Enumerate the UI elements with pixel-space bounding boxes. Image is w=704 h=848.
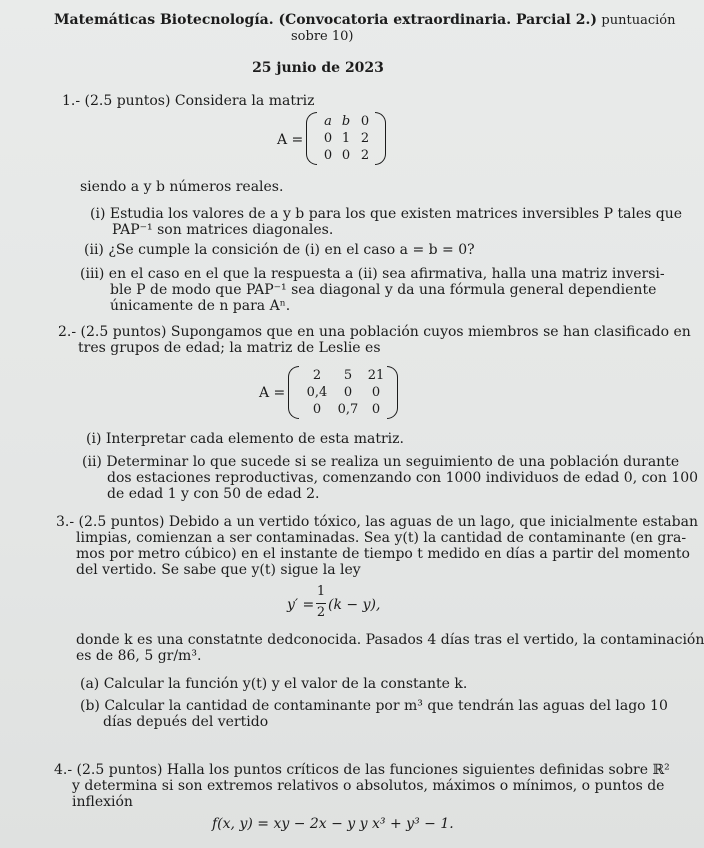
q2-matrix bbox=[288, 366, 398, 420]
title-note-2: sobre 10) bbox=[291, 29, 354, 44]
q1-matrix-lhs: A = bbox=[277, 132, 304, 148]
matrix-cell: 2 bbox=[312, 368, 322, 383]
matrix-cell: 0,4 bbox=[306, 385, 328, 400]
q2-part-ii-line3: de edad 1 y con 50 de edad 2. bbox=[107, 486, 320, 502]
matrix-cell: 2 bbox=[360, 131, 370, 146]
q3-line4: del vertido. Se sabe que y(t) sigue la ley bbox=[76, 562, 361, 578]
matrix-cell: 0 bbox=[343, 385, 353, 400]
q3-part-b-line1: (b) Calcular la cantidad de contaminante por m³ que tendrán las aguas del lago 10 bbox=[80, 698, 668, 714]
q1-part-iii-line3: únicamente de n para Aⁿ. bbox=[110, 298, 291, 314]
exam-date: 25 junio de 2023 bbox=[252, 60, 384, 76]
matrix-cell: 21 bbox=[367, 368, 385, 383]
matrix-cell: 0,7 bbox=[337, 402, 359, 417]
matrix-cell: b bbox=[341, 114, 351, 129]
matrix-right-paren bbox=[375, 112, 386, 165]
q3-fraction-denominator: 2 bbox=[316, 605, 326, 620]
q3-part-b-line2: días depués del vertido bbox=[103, 714, 269, 730]
title-main: Matemáticas Biotecnología. (Convocatoria extraordinaria. Parcial 2.) bbox=[54, 12, 597, 28]
matrix-left-paren bbox=[306, 112, 317, 165]
q1-lead: 1.- (2.5 puntos) Considera la matriz bbox=[62, 93, 315, 109]
matrix-cell: 0 bbox=[323, 148, 333, 163]
q3-equation-rhs: (k − y), bbox=[328, 597, 381, 613]
exam-title bbox=[54, 12, 675, 29]
q2-part-i: (i) Interpretar cada elemento de esta matriz. bbox=[86, 431, 404, 447]
matrix-cell: 0 bbox=[371, 402, 381, 417]
q1-part-iii-line2: ble P de modo que PAP⁻¹ sea diagonal y da una fórmula general dependiente bbox=[110, 282, 657, 298]
q3-equation-lhs: y′ = bbox=[287, 597, 315, 613]
q2-line1: 2.- (2.5 puntos) Supongamos que en una población cuyos miembros se han clasificado en bbox=[58, 324, 691, 340]
matrix-cell: a bbox=[324, 114, 332, 129]
title-note: puntuación bbox=[601, 13, 676, 28]
q1-matrix bbox=[306, 112, 386, 166]
q1-part-ii: (ii) ¿Se cumple la consición de (i) en el caso a = b = 0? bbox=[84, 242, 475, 258]
matrix-cell: 2 bbox=[360, 148, 370, 163]
q3-line1: 3.- (2.5 puntos) Debido a un vertido tóxico, las aguas de un lago, que inicialmente estaban bbox=[56, 514, 698, 530]
q4-line3: inflexión bbox=[72, 794, 133, 810]
q1-part-iii-line1: (iii) en el caso en el que la respuesta a (ii) sea afirmativa, halla una matriz inversi- bbox=[80, 266, 665, 282]
q2-part-ii-line1: (ii) Determinar lo que sucede si se realiza un seguimiento de una población durante bbox=[82, 454, 680, 470]
q1-part-i-line1: (i) Estudia los valores de a y b para los que existen matrices inversibles P tales que bbox=[90, 206, 683, 222]
q4-line2: y determina si son extremos relativos o absolutos, máximos o mínimos, o puntos de bbox=[72, 778, 665, 794]
matrix-right-paren bbox=[387, 366, 398, 419]
q3-fraction-numerator: 1 bbox=[316, 584, 326, 599]
q2-matrix-lhs: A = bbox=[259, 385, 286, 401]
q4-formula: f(x, y) = xy − 2x − y y x³ + y³ − 1. bbox=[212, 816, 454, 832]
q3-fraction-bar bbox=[316, 603, 326, 604]
matrix-cell: 1 bbox=[341, 131, 351, 146]
q2-line2: tres grupos de edad; la matriz de Leslie es bbox=[78, 340, 381, 356]
q4-line1: 4.- (2.5 puntos) Halla los puntos críticos de las funciones siguientes definidas sobre ℝ² bbox=[54, 762, 670, 778]
matrix-cell: 0 bbox=[323, 131, 333, 146]
matrix-cell: 0 bbox=[312, 402, 322, 417]
q3-line3: mos por metro cúbico) en el instante de tiempo t medido en días a partir del momento bbox=[76, 546, 690, 562]
q1-part-i-line2: PAP⁻¹ son matrices diagonales. bbox=[112, 222, 334, 238]
q3-after-line2: es de 86, 5 gr/m³. bbox=[76, 648, 202, 664]
q3-after-line1: donde k es una constatnte dedconocida. Pasados 4 días tras el vertido, la contaminación bbox=[76, 632, 704, 648]
matrix-cell: 0 bbox=[371, 385, 381, 400]
q2-part-ii-line2: dos estaciones reproductivas, comenzando con 1000 individuos de edad 0, con 100 bbox=[107, 470, 699, 486]
matrix-left-paren bbox=[288, 366, 299, 419]
matrix-cell: 0 bbox=[341, 148, 351, 163]
q3-part-a: (a) Calcular la función y(t) y el valor de la constante k. bbox=[80, 676, 468, 692]
matrix-cell: 5 bbox=[343, 368, 353, 383]
q3-line2: limpias, comienzan a ser contaminadas. Sea y(t) la cantidad de contaminante (en gra- bbox=[76, 530, 687, 546]
matrix-cell: 0 bbox=[360, 114, 370, 129]
q1-after: siendo a y b números reales. bbox=[80, 179, 284, 195]
